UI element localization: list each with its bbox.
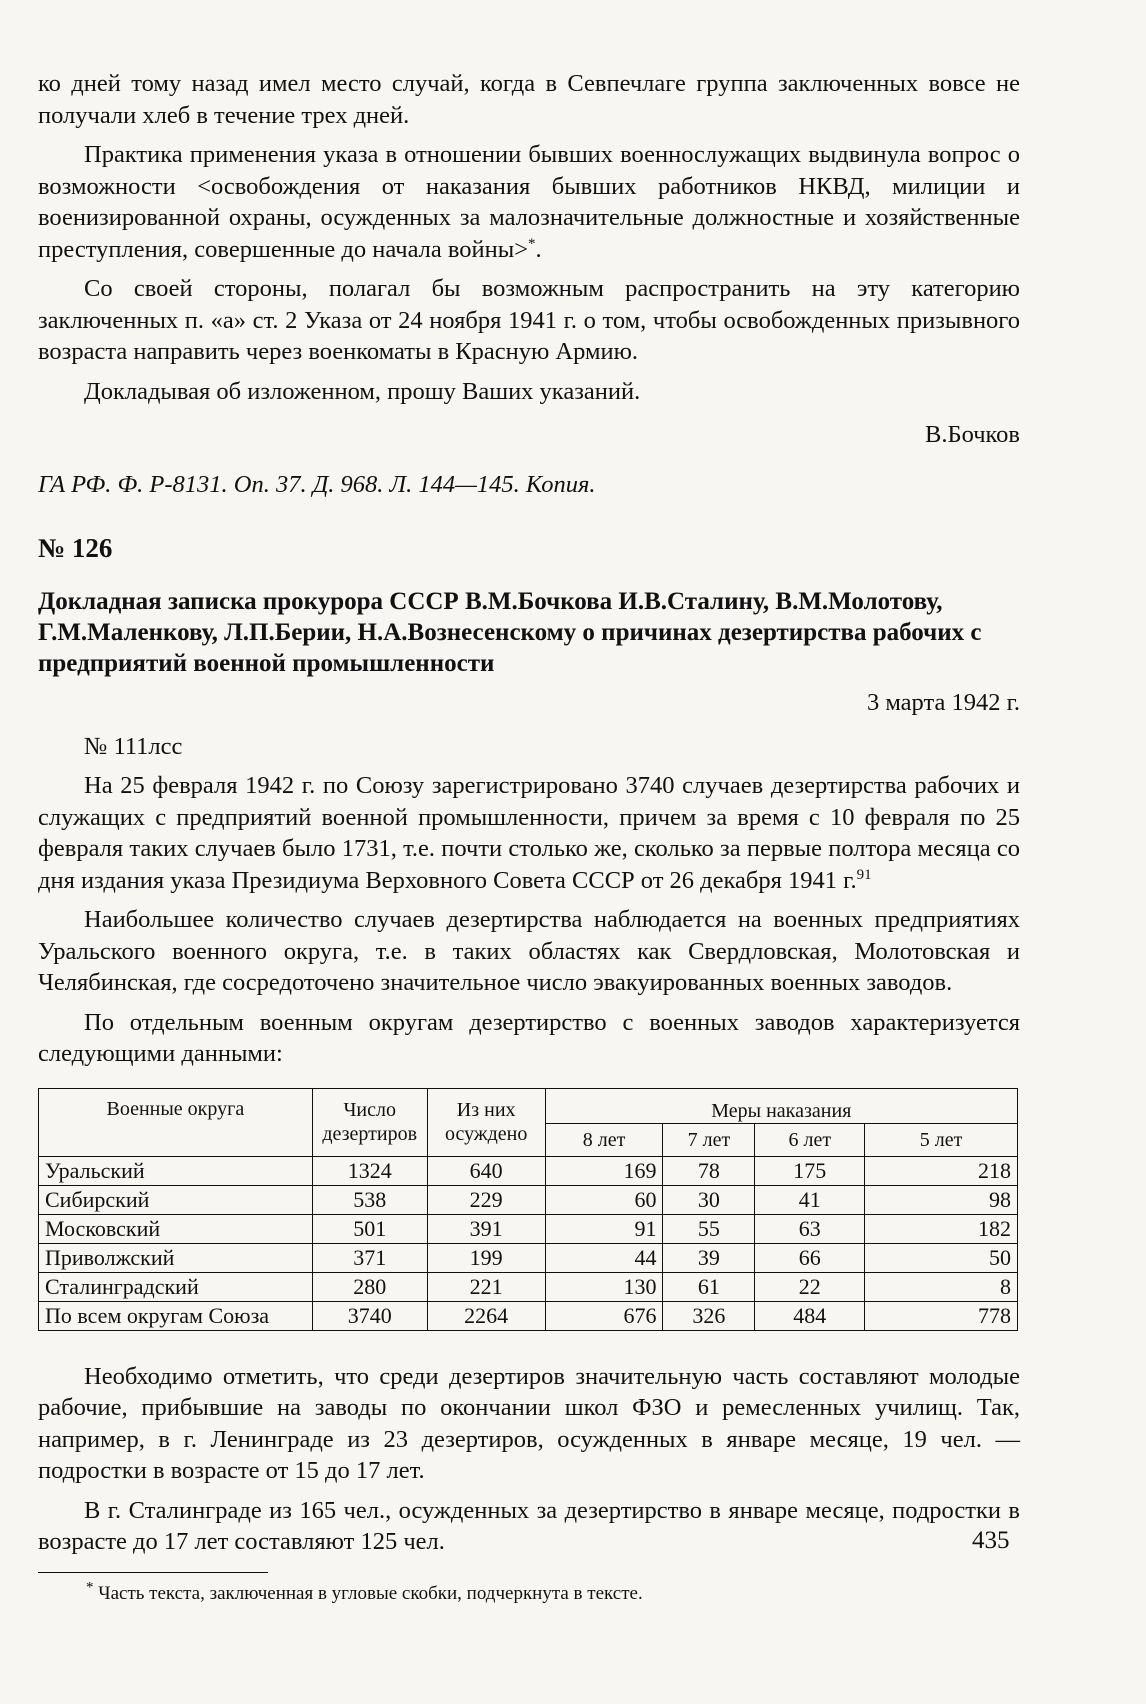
cell-y8: 91 xyxy=(545,1214,663,1243)
paragraph-practice-end: . xyxy=(535,235,542,263)
cell-y8: 60 xyxy=(545,1185,663,1214)
paragraph-request: Докладывая об изложенном, прошу Ваших указаний. xyxy=(84,377,641,405)
header-5-years: 5 лет xyxy=(865,1123,1018,1156)
endnote-ref: 91 xyxy=(856,866,872,883)
cell-y8: 676 xyxy=(545,1301,663,1330)
cell-y6: 175 xyxy=(755,1156,865,1185)
footnote-text: Часть текста, заключенная в угловые скобки, подчеркнута в тексте. xyxy=(93,1582,643,1604)
cell-y6: 66 xyxy=(755,1243,865,1272)
header-district: Военные округа xyxy=(39,1088,313,1156)
cell-y6: 22 xyxy=(755,1272,865,1301)
footnote xyxy=(38,1581,1020,1607)
cell-y7: 326 xyxy=(663,1301,755,1330)
cell-deserters: 3740 xyxy=(312,1301,427,1330)
cell-name: Сталинградский xyxy=(39,1272,313,1301)
table-row xyxy=(39,1185,1018,1214)
document-number: № 126 xyxy=(38,533,113,563)
header-6-years: 6 лет xyxy=(755,1123,865,1156)
cell-deserters: 538 xyxy=(312,1185,427,1214)
footnote-mark: * xyxy=(528,235,536,252)
desertion-table xyxy=(38,1088,1018,1331)
header-convicted: Из них осуждено xyxy=(427,1088,545,1156)
cell-y5: 778 xyxy=(865,1301,1018,1330)
cell-name: Уральский xyxy=(39,1156,313,1185)
cell-convicted: 391 xyxy=(427,1214,545,1243)
paragraph-table-intro: По отдельным военным округам дезертирство с военных заводов характеризуется следующими данными: xyxy=(38,1008,1020,1067)
cell-convicted: 229 xyxy=(427,1185,545,1214)
paragraph-statistics-text: На 25 февраля 1942 г. по Союзу зарегистрировано 3740 случаев дезертирства рабочих и служащих с предприятий военной промышленности, причем за время с 10 февраля по 25 февраля таких случаев было 1731, т.е. почти столько же, сколько за первые полтора месяца со дня издания указа Президиума Верховного Совета СССР от 26 декабря 1941 г. xyxy=(38,772,1020,894)
cell-y8: 44 xyxy=(545,1243,663,1272)
document-date: 3 марта 1942 г. xyxy=(866,689,1020,716)
paragraph-practice xyxy=(38,139,1020,265)
header-8-years: 8 лет xyxy=(545,1123,663,1156)
cell-y6: 41 xyxy=(755,1185,865,1214)
paragraph-practice-text: Практика применения указа в отношении бывших военнослужащих выдвинула вопрос о возможности <освобождения от наказания бывших работников НКВД, милиции и военизированной охраны, осужденных за малозначительные должностные и хозяйственные преступления, совершенные до начала войны> xyxy=(38,141,1020,263)
cell-deserters: 1324 xyxy=(312,1156,427,1185)
paragraph-continued: ко дней тому назад имел место случай, когда в Севпечлаге группа заключенных вовсе не получали хлеб в течение трех дней. xyxy=(38,70,1020,129)
cell-y7: 30 xyxy=(663,1185,755,1214)
cell-y8: 130 xyxy=(545,1272,663,1301)
table-row xyxy=(39,1156,1018,1185)
header-penalties: Меры наказания xyxy=(545,1088,1017,1123)
paragraph-youth: Необходимо отметить, что среди дезертиров значительную часть составляют молодые рабочие, прибывшие на заводы по окончании школ ФЗО и ремесленных училищ. Так, например, в г. Ленинграде из 23 дезертиров, осужденных в январе месяце, 19 чел. — подростки в возрасте от 15 до 17 лет. xyxy=(38,1362,1020,1484)
cell-y5: 98 xyxy=(865,1185,1018,1214)
page xyxy=(38,68,1020,1607)
cell-name: Приволжский xyxy=(39,1243,313,1272)
paragraph-stalingrad: В г. Сталинграде из 165 чел., осужденных за дезертирство в январе месяце, подростки в возрасте до 17 лет составляют 125 чел. xyxy=(38,1496,1020,1555)
archive-reference: ГА РФ. Ф. Р-8131. Оп. 37. Д. 968. Л. 144—145. Копия. xyxy=(38,470,596,498)
cell-deserters: 371 xyxy=(312,1243,427,1272)
cell-y5: 182 xyxy=(865,1214,1018,1243)
cell-convicted: 2264 xyxy=(427,1301,545,1330)
cell-deserters: 501 xyxy=(312,1214,427,1243)
table-body xyxy=(39,1156,1018,1330)
cell-y7: 78 xyxy=(663,1156,755,1185)
header-7-years: 7 лет xyxy=(663,1123,755,1156)
table-row xyxy=(39,1301,1018,1330)
cell-y7: 55 xyxy=(663,1214,755,1243)
cell-deserters: 280 xyxy=(312,1272,427,1301)
paragraph-statistics xyxy=(38,770,1020,896)
cell-y6: 63 xyxy=(755,1214,865,1243)
cell-y8: 169 xyxy=(545,1156,663,1185)
footnote-symbol: * xyxy=(86,1579,94,1596)
registration-number: № 111лсс xyxy=(84,732,183,760)
cell-y7: 61 xyxy=(663,1272,755,1301)
table-row xyxy=(39,1272,1018,1301)
document-title: Докладная записка прокурора СССР В.М.Бочкова И.В.Сталину, В.М.Молотову, Г.М.Маленкову, Л.П.Берии, Н.А.Вознесенскому о причинах дезертирства рабочих с предприятий военной промышленности xyxy=(38,588,982,677)
cell-y7: 39 xyxy=(663,1243,755,1272)
paragraph-proposal: Со своей стороны, полагал бы возможным распространить на эту категорию заключенных п. «а» ст. 2 Указа от 24 ноября 1941 г. о том, чтобы освобожденных призывного возраста направить через военкоматы в Красную Армию. xyxy=(38,275,1020,365)
cell-y5: 8 xyxy=(865,1272,1018,1301)
cell-name: Московский xyxy=(39,1214,313,1243)
cell-y5: 50 xyxy=(865,1243,1018,1272)
cell-convicted: 221 xyxy=(427,1272,545,1301)
cell-name: Сибирский xyxy=(39,1185,313,1214)
cell-y5: 218 xyxy=(865,1156,1018,1185)
header-deserters: Число дезертиров xyxy=(312,1088,427,1156)
cell-y6: 484 xyxy=(755,1301,865,1330)
paragraph-ural: Наибольшее количество случаев дезертирства наблюдается на военных предприятиях Уральского военного округа, т.е. в таких областях как Свердловская, Молотовская и Челябинская, где сосредоточено значительное число эвакуированных военных заводов. xyxy=(38,906,1020,996)
signature: В.Бочков xyxy=(925,421,1020,448)
table-row xyxy=(39,1243,1018,1272)
footnote-divider xyxy=(38,1572,268,1573)
cell-convicted: 199 xyxy=(427,1243,545,1272)
cell-convicted: 640 xyxy=(427,1156,545,1185)
page-number: 435 xyxy=(972,1527,1010,1554)
cell-name: По всем округам Союза xyxy=(39,1301,313,1330)
table-row xyxy=(39,1214,1018,1243)
